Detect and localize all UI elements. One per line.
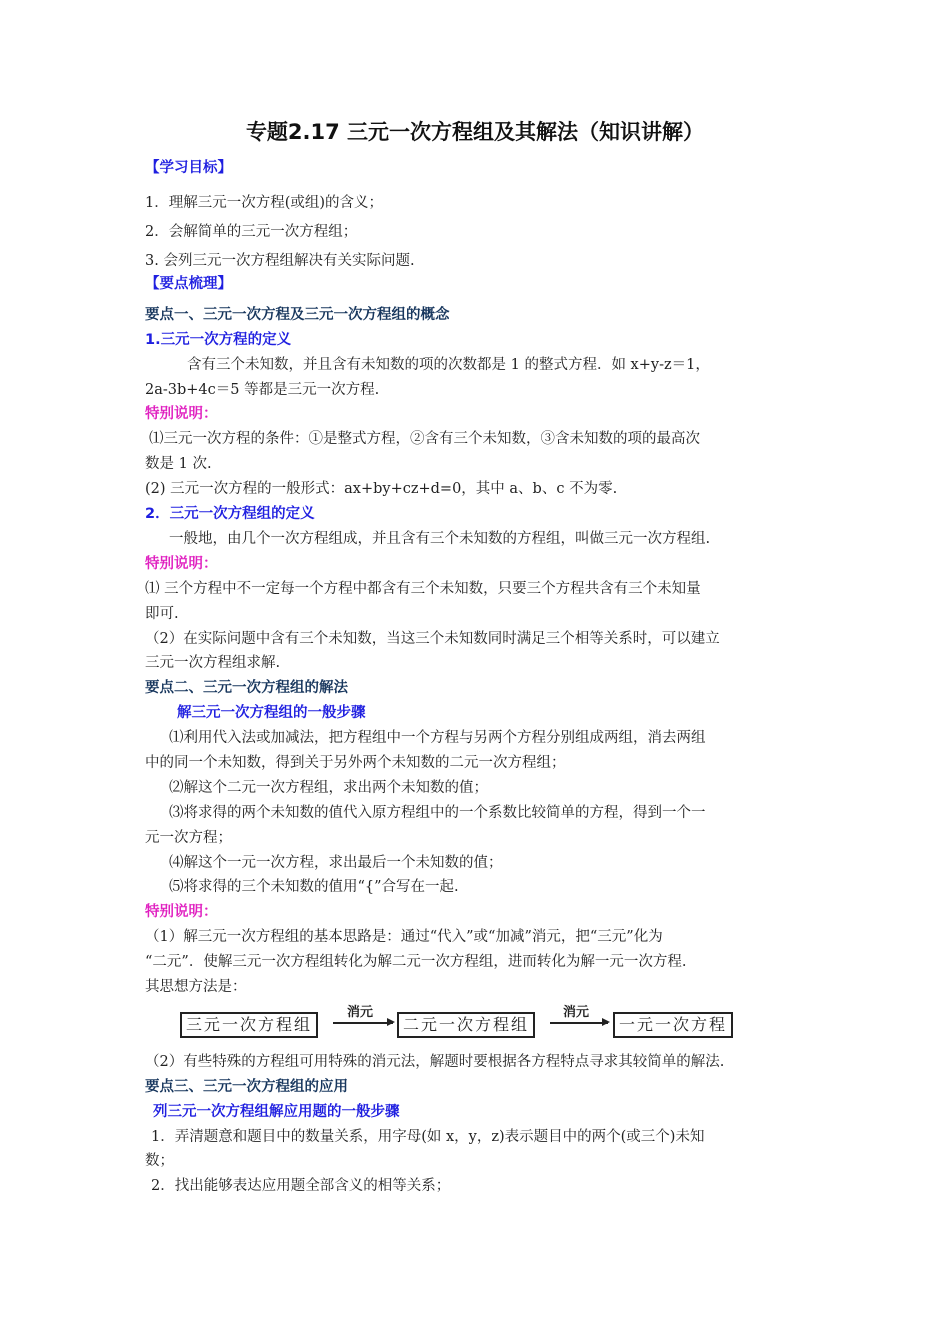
text-line: ⑷解这个一元一次方程，求出最后一个未知数的值； xyxy=(169,855,503,871)
text-line: 2a-3b+4c＝5 等都是三元一次方程. xyxy=(145,382,380,398)
page-title: 专题2.17 三元一次方程组及其解法（知识讲解） xyxy=(245,120,705,144)
text-line: 1．理解三元一次方程(或组)的含义； xyxy=(145,195,384,211)
text-line: 3. 会列三元一次方程组解决有关实际问题. xyxy=(145,253,415,269)
flow-box-one-var: 一元一次方程 xyxy=(613,1012,733,1038)
text-line: 三元一次方程组求解. xyxy=(145,655,281,671)
text-line: 1．弄清题意和题目中的数量关系，用字母(如 x，y，z)表示题目中的两个(或三个)未知 xyxy=(151,1129,705,1145)
flow-box-two-var: 二元一次方程组 xyxy=(397,1012,535,1038)
section-heading: 解三元一次方程组的一般步骤 xyxy=(177,705,366,721)
arrow-icon xyxy=(550,1022,608,1024)
text-line: ⑴三元一次方程的条件：①是整式方程，②含有三个未知数，③含未知数的项的最高次 xyxy=(149,431,700,447)
arrow-label: 消元 xyxy=(563,1005,590,1020)
text-line: 即可. xyxy=(145,606,179,622)
text-line: 其思想方法是： xyxy=(145,979,247,995)
text-line: （2）有些特殊的方程组可用特殊的消元法，解题时要根据各方程特点寻求其较简单的解法. xyxy=(145,1054,725,1070)
section-heading: 特别说明： xyxy=(145,406,218,422)
section-heading: 【学习目标】 xyxy=(145,160,232,176)
text-line: （1）解三元一次方程组的基本思路是：通过“代入”或“加减”消元，把“三元”化为 xyxy=(145,929,663,945)
flow-box-three-var: 三元一次方程组 xyxy=(180,1012,318,1038)
section-heading: 2．三元一次方程组的定义 xyxy=(145,506,315,522)
text-line: （2）在实际问题中含有三个未知数，当这三个未知数同时满足三个相等关系时，可以建立 xyxy=(145,631,720,647)
arrow-icon xyxy=(333,1022,393,1024)
text-line: “二元”．使解三元一次方程组转化为解二元一次方程组，进而转化为解一元一次方程. xyxy=(145,954,687,970)
section-heading: 要点一、三元一次方程及三元一次方程组的概念 xyxy=(145,307,450,323)
section-heading: 要点三、三元一次方程组的应用 xyxy=(145,1079,348,1095)
text-line: ⑶将求得的两个未知数的值代入原方程组中的一个系数比较简单的方程，得到一个一 xyxy=(169,805,706,821)
text-line: 一般地，由几个一次方程组成，并且含有三个未知数的方程组，叫做三元一次方程组. xyxy=(169,531,711,547)
text-line: 元一次方程； xyxy=(145,830,232,846)
text-line: 2．找出能够表达应用题全部含义的相等关系； xyxy=(151,1178,451,1194)
text-line: (2) 三元一次方程的一般形式：ax+by+cz+d=0，其中 a、b、c 不为零. xyxy=(145,481,618,497)
section-heading: 【要点梳理】 xyxy=(145,276,232,292)
section-heading: 列三元一次方程组解应用题的一般步骤 xyxy=(153,1104,400,1120)
text-line: 数是 1 次. xyxy=(145,456,212,472)
text-line: 含有三个未知数，并且含有未知数的项的次数都是 1 的整式方程．如 x+y-z＝1， xyxy=(187,357,710,373)
text-line: 数； xyxy=(145,1153,174,1169)
section-heading: 特别说明： xyxy=(145,904,218,920)
section-heading: 要点二、三元一次方程组的解法 xyxy=(145,680,348,696)
section-heading: 1.三元一次方程的定义 xyxy=(145,332,292,348)
text-line: 中的同一个未知数，得到关于另外两个未知数的二元一次方程组； xyxy=(145,755,566,771)
arrow-label: 消元 xyxy=(347,1005,374,1020)
text-line: ⑵解这个二元一次方程组，求出两个未知数的值； xyxy=(169,780,488,796)
text-line: ⑸将求得的三个未知数的值用“{”合写在一起. xyxy=(169,879,459,895)
text-line: ⑴利用代入法或加减法，把方程组中一个方程与另两个方程分别组成两组，消去两组 xyxy=(169,730,706,746)
text-line: 2．会解简单的三元一次方程组； xyxy=(145,224,358,240)
text-line: ⑴ 三个方程中不一定每一个方程中都含有三个未知数，只要三个方程共含有三个未知量 xyxy=(145,581,701,597)
section-heading: 特别说明： xyxy=(145,556,218,572)
